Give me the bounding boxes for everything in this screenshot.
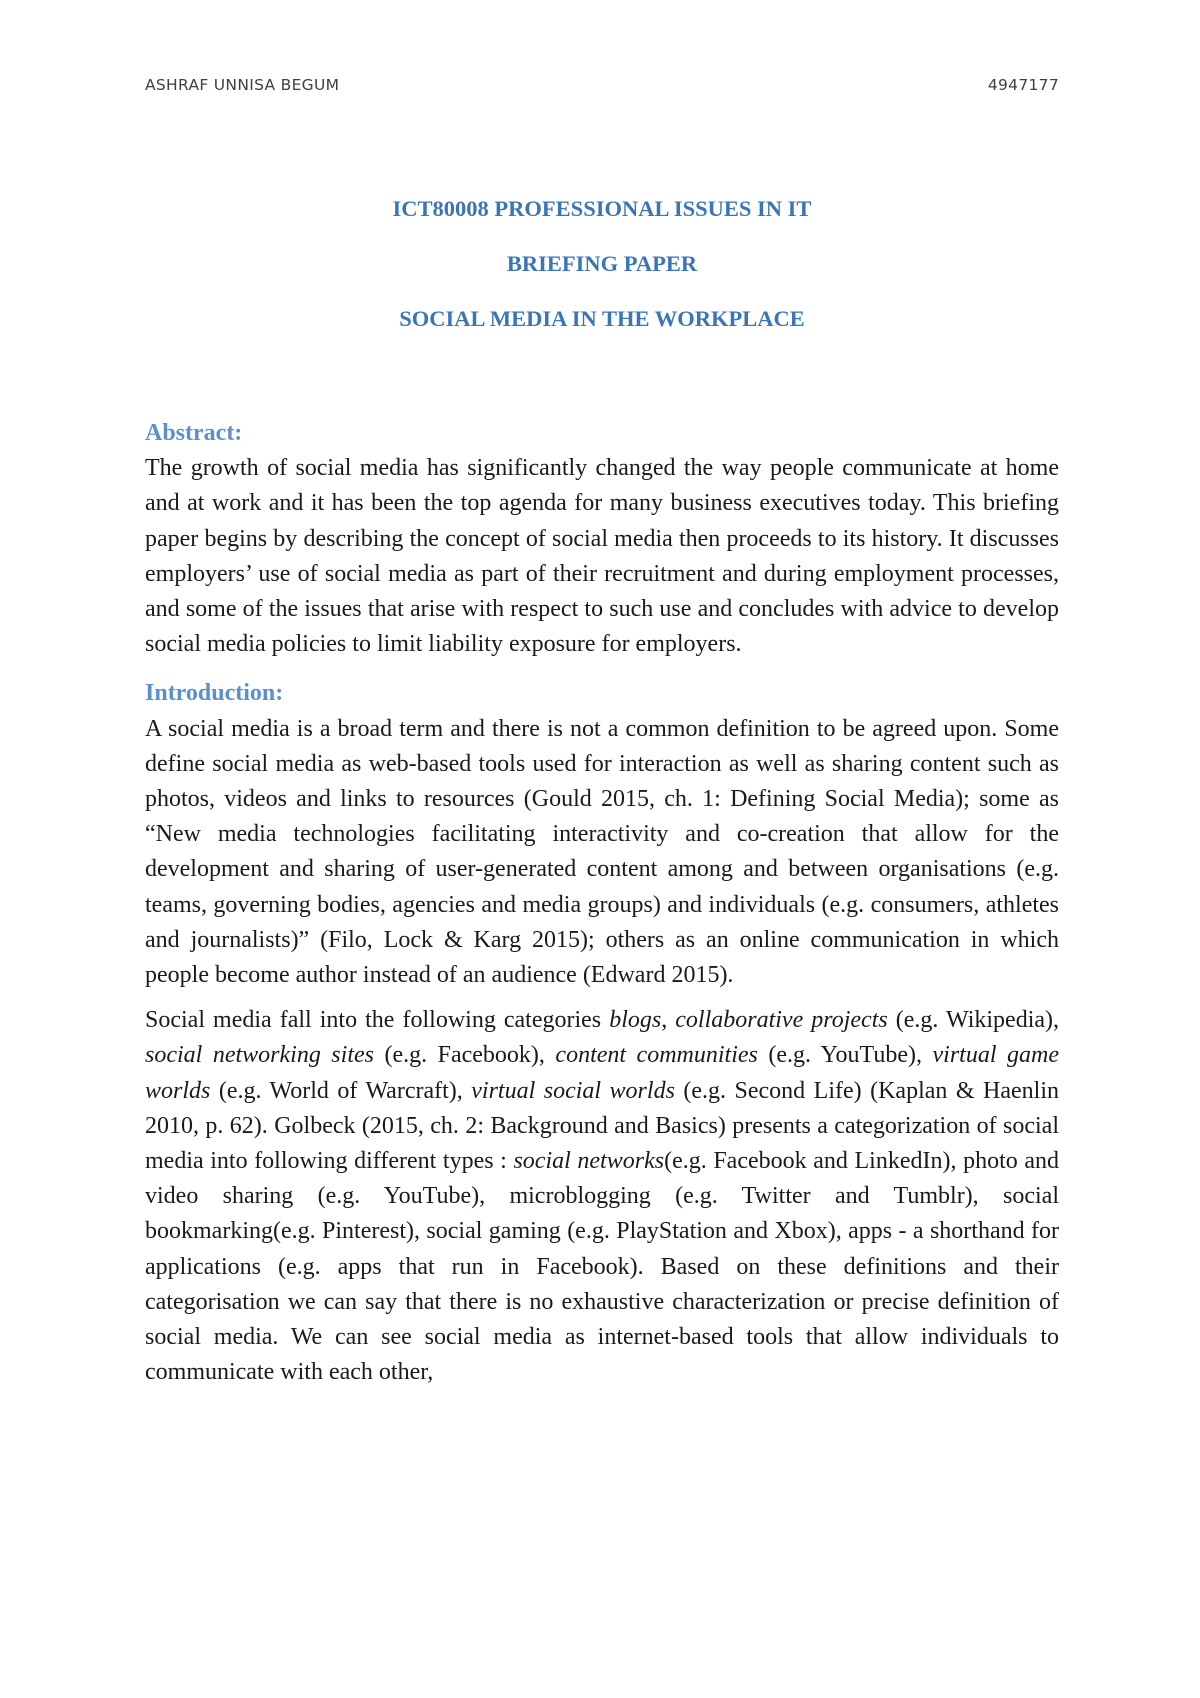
author-name: ASHRAF UNNISA BEGUM [145, 76, 340, 94]
introduction-paragraph-1: A social media is a broad term and there is not a common definition to be agreed upon. Some define social media as web-based tools used for interaction as well as sharing content such as photos, videos and links to resources (Gould 2015, ch. 1: Defining Social Media); some as “New media technologies facilitating interactivity and co-creation that allow for the development and sharing of user-generated content among and between organisations (e.g. teams, governing bodies, agencies and media groups) and individuals (e.g. consumers, athletes and journalists)” (Filo, Lock & Karg 2015); others as an online communication in which people become author instead of an audience (Edward 2015). [145, 715, 1059, 989]
introduction-paragraph-2 [145, 1003, 1059, 1390]
italic-term: social networking sites [145, 1042, 374, 1069]
introduction-heading: Introduction: [145, 680, 284, 707]
document-body [145, 416, 1059, 1390]
italic-term: social networks [513, 1148, 665, 1175]
italic-term: blogs [609, 1007, 662, 1034]
title-block [145, 195, 1059, 360]
page-header [145, 76, 1059, 100]
abstract-paragraph: The growth of social media has significantly changed the way people communicate at home and at work and it has been the top agenda for many business executives today. This briefing paper begins by describing the concept of social media then proceeds to its history. It discusses employers’ use of social media as part of their recruitment and during employment processes, and some of the issues that arise with respect to such use and concludes with advice to develop social media policies to limit liability exposure for employers. [145, 455, 1059, 658]
text-run: (e.g. YouTube), [757, 1042, 933, 1069]
document-type-title: BRIEFING PAPER [506, 251, 698, 276]
italic-term: virtual game worlds [145, 1042, 1059, 1104]
text-run: (e.g. Second Life) (Kaplan & Haenlin 2010, p. 62). Golbeck (2015, ch. 2: Background and Basics) presents a categorization of social media into following different types : [145, 1077, 1060, 1175]
student-id: 4947177 [987, 76, 1059, 94]
text-run: (e.g. Wikipedia), [887, 1007, 1060, 1034]
abstract-heading: Abstract: [145, 420, 243, 446]
italic-term: virtual social worlds [471, 1077, 675, 1104]
course-title: ICT80008 PROFESSIONAL ISSUES IN IT [392, 196, 812, 221]
text-run: (e.g. Facebook), [373, 1042, 556, 1069]
text-run: Social media fall into the following categories [145, 1007, 610, 1034]
text-run: (e.g. World of Warcraft), [210, 1077, 472, 1104]
text-run: , [661, 1007, 676, 1034]
topic-title: SOCIAL MEDIA IN THE WORKPLACE [399, 306, 805, 331]
text-run: (e.g. Facebook and LinkedIn), photo and video sharing (e.g. YouTube), microblogging (e.g. Twitter and Tumblr), social bookmarking(e.g. Pinterest), social gaming (e.g. PlayStation and Xbox), apps - a shorthand for applications (e.g. apps that run in Facebook). Based on these definitions and their categorisation we can say that there is no exhaustive characterization or precise definition of social media. We can see social media as internet-based tools that allow individuals to communicate with each other, [145, 1148, 1059, 1386]
italic-term: collaborative projects [675, 1007, 888, 1034]
italic-term: content communities [555, 1042, 758, 1069]
